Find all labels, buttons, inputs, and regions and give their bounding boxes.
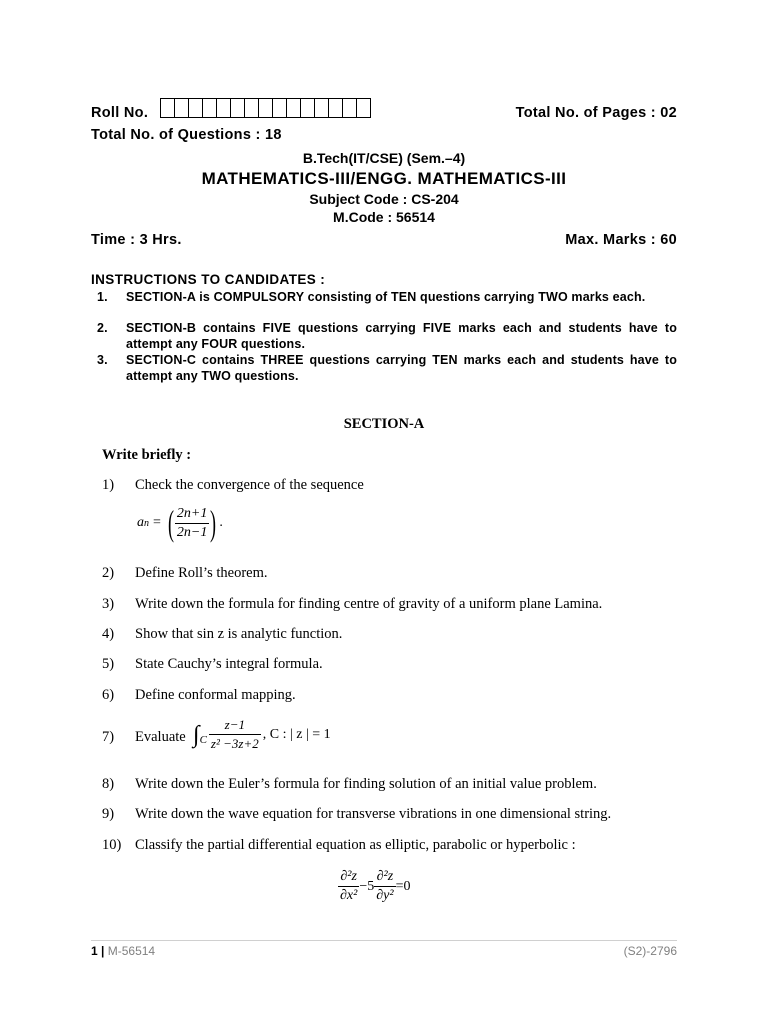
question-number: 10) bbox=[102, 837, 122, 853]
pde-denominator-2: ∂y² bbox=[376, 888, 394, 903]
question-number: 1) bbox=[102, 477, 115, 493]
question-number: 4) bbox=[102, 626, 115, 642]
integral-condition: , C : | z | = 1 bbox=[262, 726, 331, 742]
formula-subscript: n bbox=[144, 517, 149, 529]
integral-contour: C bbox=[199, 733, 207, 746]
footer-separator: | bbox=[101, 944, 105, 958]
question-text: Define Roll’s theorem. bbox=[135, 565, 268, 581]
pde-rhs: =0 bbox=[395, 878, 411, 894]
question-number: 2) bbox=[102, 565, 115, 581]
instruction-item bbox=[97, 321, 677, 352]
formula-lhs: a bbox=[137, 515, 144, 530]
page-footer bbox=[91, 940, 677, 958]
pde-denominator-1: ∂x² bbox=[340, 888, 358, 903]
question-text: Check the convergence of the sequence bbox=[135, 477, 364, 493]
course-line: B.Tech(IT/CSE) (Sem.–4) bbox=[302, 150, 466, 166]
footer-left bbox=[91, 944, 155, 958]
question-text: State Cauchy’s integral formula. bbox=[135, 656, 323, 672]
instruction-item bbox=[97, 290, 677, 306]
formula-numerator: 2n+1 bbox=[176, 505, 208, 521]
pde-operator: −5 bbox=[359, 878, 375, 894]
question-text: Evaluate bbox=[135, 729, 186, 745]
question-number: 6) bbox=[102, 687, 115, 703]
question-number: 8) bbox=[102, 776, 115, 792]
instruction-number: 2. bbox=[97, 321, 108, 335]
roll-no-boxes bbox=[160, 98, 371, 118]
question-text: Write down the Euler’s formula for finding solution of an initial value problem. bbox=[135, 776, 597, 792]
integral-numerator: z−1 bbox=[224, 717, 245, 732]
instruction-number: 3. bbox=[97, 353, 108, 367]
section-a-title: SECTION-A bbox=[343, 416, 425, 432]
instructions-heading: INSTRUCTIONS TO CANDIDATES : bbox=[91, 272, 326, 287]
footer-right-code: (S2)-2796 bbox=[623, 944, 677, 958]
instruction-text: SECTION-B contains FIVE questions carrying FIVE marks each and students have to attempt any FOUR questions. bbox=[126, 321, 677, 351]
pde-numerator-1: ∂²z bbox=[340, 869, 357, 884]
roll-no-label: Roll No. bbox=[91, 105, 149, 121]
sequence-formula: a n = ( $\frac{2n+1}{2n-1}$ ) . bbox=[137, 503, 223, 543]
formula-denominator: 2n−1 bbox=[176, 524, 208, 540]
question-number: 9) bbox=[102, 806, 115, 822]
total-pages: Total No. of Pages : 02 bbox=[515, 105, 677, 121]
question-text: Write down the formula for finding centre of gravity of a uniform plane Lamina. bbox=[135, 596, 603, 612]
integral-formula: ∫ $_C$ $\frac{z-1}{\text{z² −3z+2}}$ , C : | z | = 1 bbox=[193, 717, 331, 751]
question-number: 3) bbox=[102, 596, 115, 612]
max-marks: Max. Marks : 60 bbox=[565, 232, 677, 248]
instruction-text: SECTION-A is COMPULSORY consisting of TEN questions carrying TWO marks each. bbox=[126, 290, 646, 304]
question-text: Write down the wave equation for transverse vibrations in one dimensional string. bbox=[135, 806, 612, 822]
question-text: Classify the partial differential equation as elliptic, parabolic or hyperbolic : bbox=[135, 837, 576, 853]
instruction-number: 1. bbox=[97, 290, 108, 304]
time-allowed: Time : 3 Hrs. bbox=[91, 232, 182, 248]
total-questions: Total No. of Questions : 18 bbox=[91, 127, 282, 143]
m-code: M.Code : 56514 bbox=[333, 209, 435, 225]
question-number: 5) bbox=[102, 656, 115, 672]
question-text: Define conformal mapping. bbox=[135, 687, 296, 703]
instruction-text: SECTION-C contains THREE questions carrying TEN marks each and students have to attempt any TWO questions. bbox=[126, 353, 677, 383]
subject-code: Subject Code : CS-204 bbox=[309, 191, 459, 207]
footer-doc-code: M-56514 bbox=[107, 944, 156, 958]
instruction-item bbox=[97, 353, 677, 384]
pde-formula bbox=[338, 869, 411, 904]
pde-numerator-2: ∂²z bbox=[376, 869, 394, 884]
subject-title: MATHEMATICS-III/ENGG. MATHEMATICS-III bbox=[201, 169, 567, 188]
question-number: 7) bbox=[102, 729, 115, 745]
integral-denominator: z² −3z+2 bbox=[210, 736, 259, 751]
question-text: Show that sin z is analytic function. bbox=[135, 626, 343, 642]
page-number: 1 bbox=[91, 944, 98, 958]
section-a-subtitle: Write briefly : bbox=[102, 447, 192, 463]
